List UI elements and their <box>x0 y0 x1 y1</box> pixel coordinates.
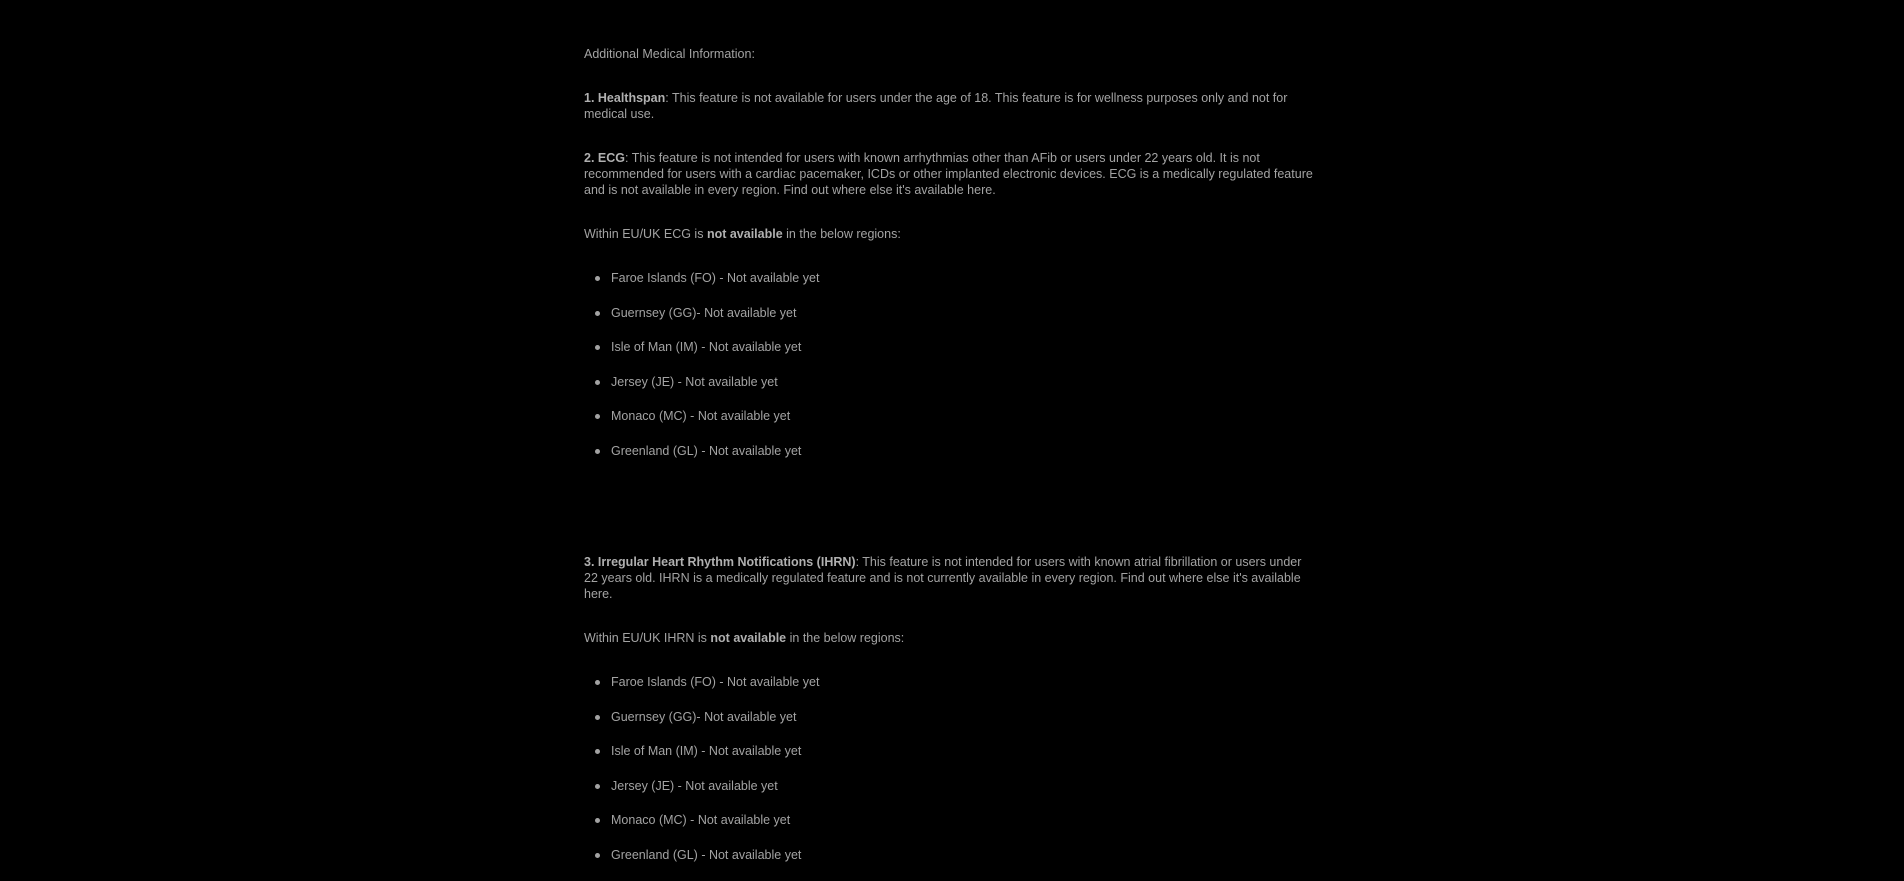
ecg-within-eu-uk <box>584 226 1314 242</box>
healthspan-text: : This feature is not available for users under the age of 18. This feature is for wellness purposes only and not for medical use. <box>584 91 1287 121</box>
region-text: Greenland (GL) - Not available yet <box>611 444 801 458</box>
section-spacer <box>584 477 1314 554</box>
region-text: Isle of Man (IM) - Not available yet <box>611 340 801 354</box>
bullet-icon <box>595 715 600 720</box>
region-text: Monaco (MC) - Not available yet <box>611 813 790 827</box>
healthspan-paragraph <box>584 90 1314 122</box>
ecg-label: 2. ECG <box>584 151 625 165</box>
list-item <box>611 408 1314 443</box>
list-item <box>611 709 1314 744</box>
ihrn-availability-link[interactable]: here <box>584 587 609 601</box>
ecg-within-prefix: Within EU/UK ECG is <box>584 227 707 241</box>
list-item <box>611 270 1314 305</box>
ecg-within-suffix: in the below regions: <box>783 227 901 241</box>
list-item <box>611 374 1314 409</box>
page-title: Additional Medical Information: <box>584 46 1314 62</box>
ihrn-label: 3. Irregular Heart Rhythm Notifications (IHRN) <box>584 555 856 569</box>
bullet-icon <box>595 680 600 685</box>
list-item <box>611 674 1314 709</box>
region-text: Jersey (JE) - Not available yet <box>611 779 778 793</box>
ihrn-within-prefix: Within EU/UK IHRN is <box>584 631 710 645</box>
bullet-icon <box>595 853 600 858</box>
ecg-within-bold: not available <box>707 227 783 241</box>
bullet-icon <box>595 414 600 419</box>
bullet-icon <box>595 449 600 454</box>
ecg-text-end: . <box>992 183 995 197</box>
bullet-icon <box>595 784 600 789</box>
list-item <box>611 443 1314 478</box>
bullet-icon <box>595 749 600 754</box>
list-item <box>611 778 1314 813</box>
ihrn-paragraph <box>584 554 1314 602</box>
ecg-text: : This feature is not intended for users with known arrhythmias other than AFib or users under 22 years old. It is not recommended for users with a cardiac pacemaker, ICDs or other implanted electronic devices. ECG is a medically regulated feature and is not available in every region. Find out where else it's available <box>584 151 1313 197</box>
bullet-icon <box>595 818 600 823</box>
ihrn-region-list <box>584 674 1314 881</box>
list-item <box>611 339 1314 374</box>
region-text: Guernsey (GG)- Not available yet <box>611 710 797 724</box>
bullet-icon <box>595 345 600 350</box>
list-item <box>611 305 1314 340</box>
bullet-icon <box>595 276 600 281</box>
region-text: Monaco (MC) - Not available yet <box>611 409 790 423</box>
region-text: Guernsey (GG)- Not available yet <box>611 306 797 320</box>
ihrn-within-suffix: in the below regions: <box>786 631 904 645</box>
bullet-icon <box>595 311 600 316</box>
ihrn-within-bold: not available <box>710 631 786 645</box>
ihrn-text-end: . <box>609 587 612 601</box>
list-item <box>611 847 1314 881</box>
region-text: Faroe Islands (FO) - Not available yet <box>611 675 819 689</box>
ecg-region-list <box>584 270 1314 477</box>
region-text: Jersey (JE) - Not available yet <box>611 375 778 389</box>
ecg-paragraph <box>584 150 1314 198</box>
healthspan-label: 1. Healthspan <box>584 91 665 105</box>
region-text: Greenland (GL) - Not available yet <box>611 848 801 862</box>
ihrn-text: : This feature is not intended for users with known atrial fibrillation or users under 22 years old. IHRN is a medically regulated feature and is not currently available in every region. Find out where else it's available <box>584 555 1301 585</box>
list-item <box>611 812 1314 847</box>
list-item <box>611 743 1314 778</box>
region-text: Faroe Islands (FO) - Not available yet <box>611 271 819 285</box>
ecg-availability-link[interactable]: here <box>967 183 992 197</box>
bullet-icon <box>595 380 600 385</box>
medical-info-content <box>584 46 1314 881</box>
region-text: Isle of Man (IM) - Not available yet <box>611 744 801 758</box>
ihrn-within-eu-uk <box>584 630 1314 646</box>
